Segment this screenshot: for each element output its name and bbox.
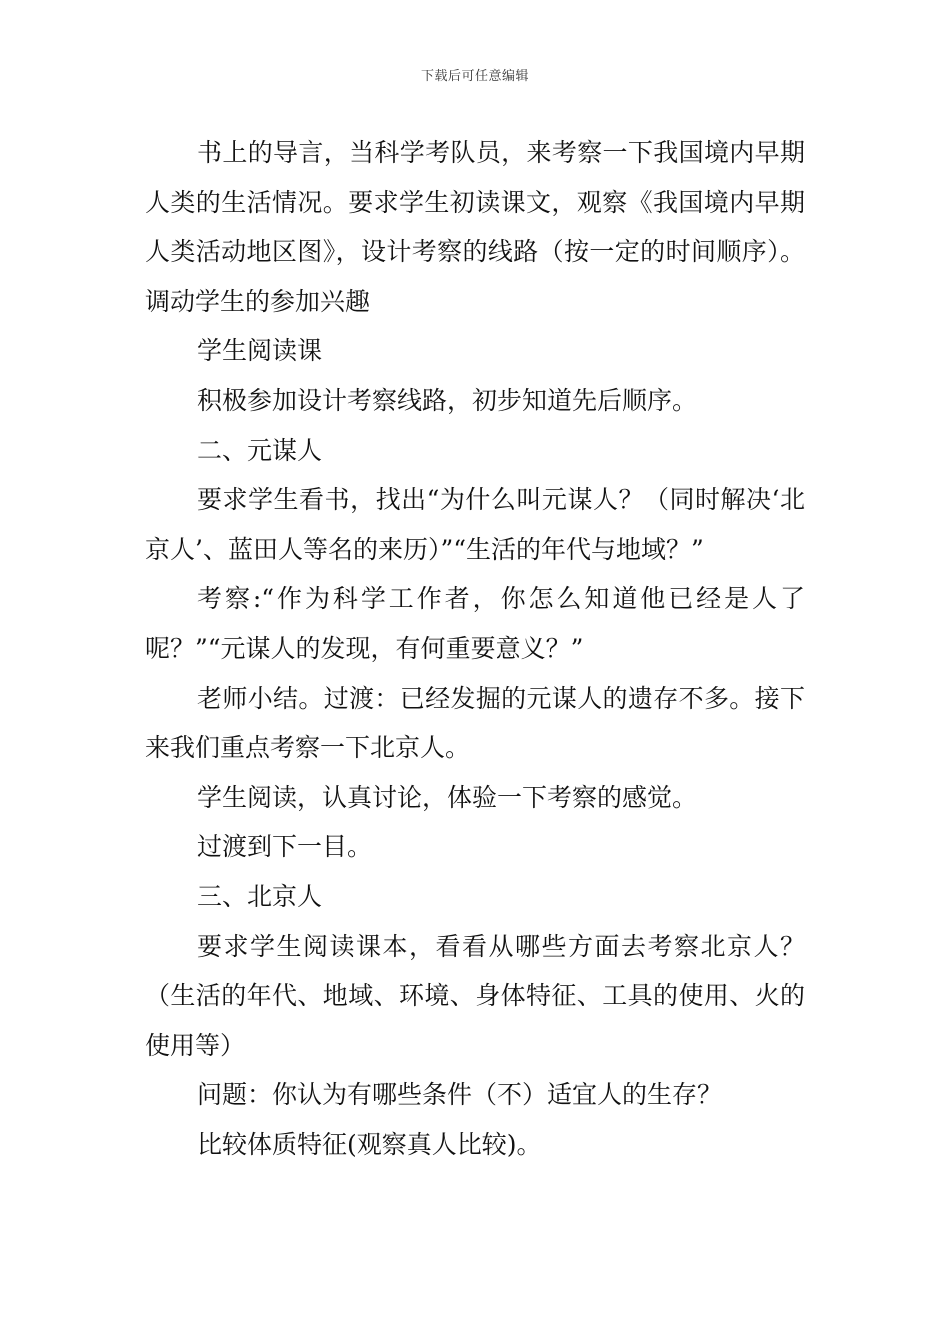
paragraph-design-route: 积极参加设计考察线路，初步知道先后顺序。 bbox=[197, 385, 698, 415]
paragraph-student-reading: 学生阅读课 bbox=[197, 336, 323, 366]
section-heading-beijing: 三、北京人 bbox=[197, 881, 323, 911]
paragraph-student-discussion: 学生阅读，认真讨论，体验一下考察的感觉。 bbox=[197, 782, 698, 812]
paragraph-beijing-task: 要求学生阅读课本，看看从哪些方面去考察北京人？（生活的年代、地域、环境、身体特征、工具的使用、火的使用等） bbox=[145, 931, 805, 1060]
paragraph-yuanmou-task: 要求学生看书，找出“为什么叫元谋人？（同时解决‘北京人’、蓝田人等名的来历）”“生活的年代与地域？” bbox=[145, 485, 805, 564]
paragraph-teacher-summary: 老师小结。过渡：已经发掘的元谋人的遗存不多。接下来我们重点考察一下北京人。 bbox=[145, 683, 805, 763]
paragraph-transition: 过渡到下一目。 bbox=[197, 832, 373, 862]
paragraph-question: 问题：你认为有哪些条件（不）适宜人的生存？ bbox=[197, 1080, 723, 1110]
paragraph-investigation: 考察:“作为科学工作者，你怎么知道他已经是人了呢？”“元谋人的发现，有何重要意义？” bbox=[145, 584, 805, 663]
section-heading-yuanmou: 二、元谋人 bbox=[197, 435, 323, 465]
paragraph-comparison: 比较体质特征(观察真人比较)。 bbox=[197, 1129, 542, 1159]
document-body bbox=[145, 128, 805, 1169]
paragraph-intro: 书上的导言，当科学考队员，来考察一下我国境内早期人类的生活情况。要求学生初读课文，观察《我国境内早期人类活动地区图》，设计考察的线路（按一定的时间顺序）。调动学生的参加兴趣 bbox=[145, 138, 805, 316]
header-note: 下载后可任意编辑 bbox=[420, 69, 529, 84]
